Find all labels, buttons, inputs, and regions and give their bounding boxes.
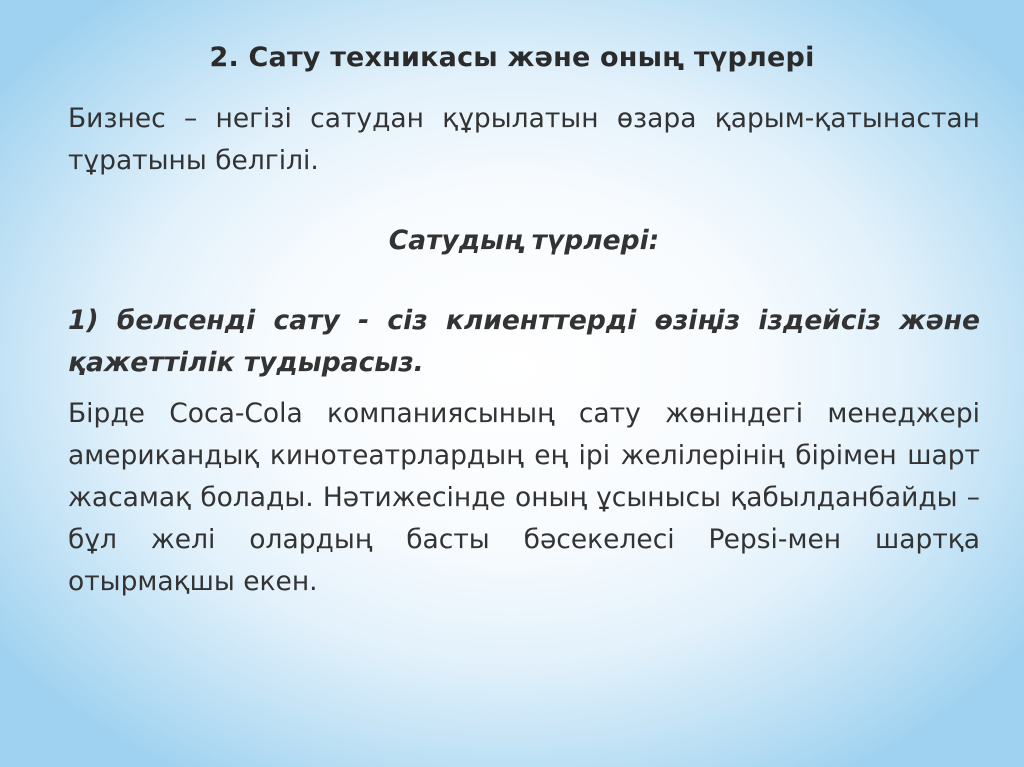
slide-title: 2. Сату техникасы және оның түрлері — [209, 42, 815, 73]
intro-paragraph: Бизнес – негізі сатудан құрылатын өзара қарым-қатынастан тұратыны белгілі. — [68, 103, 980, 176]
point-active-selling: 1) белсенді сату - сіз клиенттерді өзіңіз іздейсіз және қажеттілік тудырасыз. — [68, 305, 980, 378]
example-paragraph: Бірде Coca-Cola компаниясының сату жөніндегі менеджері американдық кинотеатрлардың ең ірі желілерінің бірімен шарт жасамақ болады. Нәтижесінде оның ұсынысы қабылданбайды – бұл желі олардың басты бәсекелесі Pepsi-мен шартқа отырмақшы екен. — [68, 398, 980, 597]
section-subheading: Сатудың түрлері: — [388, 225, 660, 256]
